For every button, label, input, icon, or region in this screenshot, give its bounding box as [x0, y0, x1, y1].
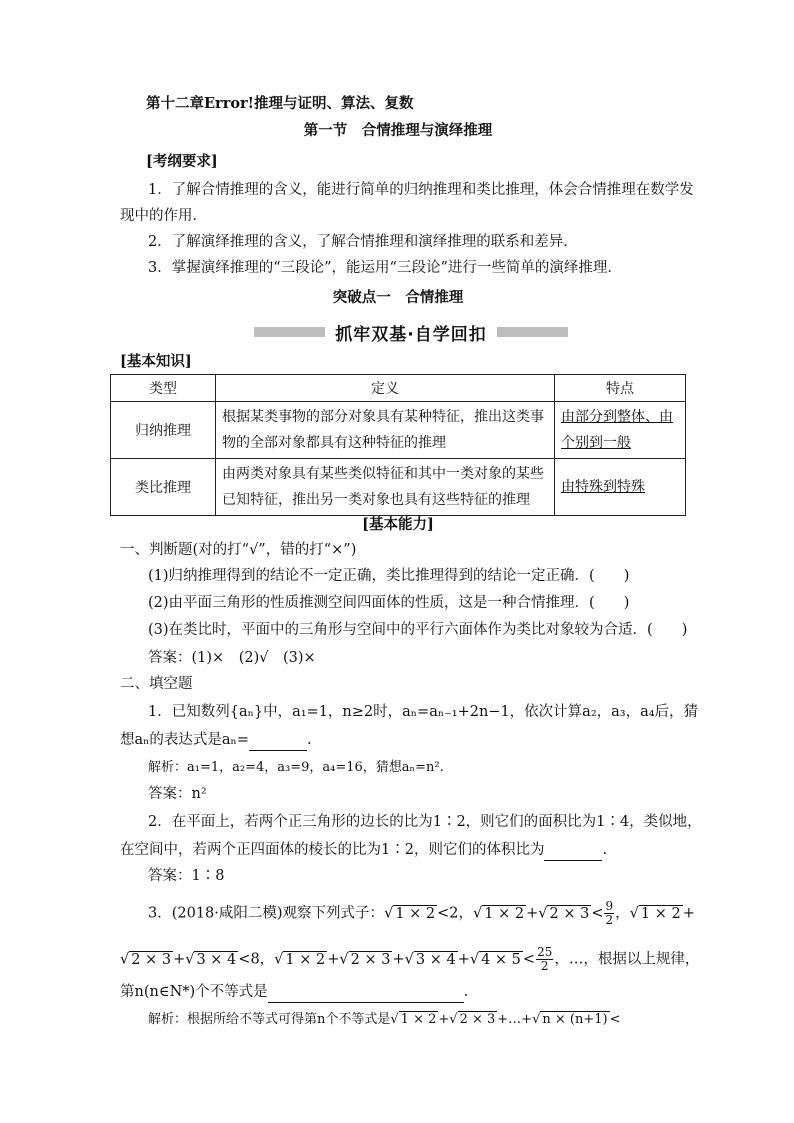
analysis-text: 解析：根据所给不等式可得第n个不等式是 — [148, 1012, 391, 1027]
exam-req-item-1a: 1．了解合情推理的含义，能进行简单的归纳推理和类比推理，体会合情推理在数学发 — [148, 182, 694, 198]
type-cell: 类比推理 — [111, 459, 216, 516]
judge-answer: 答案：(1)× (2)√ (3)× — [148, 650, 316, 666]
feature-text-b: 个别到一般 — [561, 435, 631, 451]
ellipsis-text: +…+ — [497, 1012, 533, 1027]
exam-requirements-heading: [考纲要求] — [146, 153, 218, 170]
reasoning-table — [110, 374, 686, 516]
basic-ability-heading: [基本能力] — [362, 516, 434, 533]
radicand: 1 × 2 — [640, 905, 681, 922]
fill-problem-1-line-2: 想aₙ的表达式是aₙ= . — [120, 730, 680, 751]
fill-problem-3-line-1: 3．(2018·咸阳二模)观察下列式子：√ 1 × 2 <2，√ 1 × 2 +√ 2 × 3 < $\frac{9}{2}$ ，√ 1 × 2 + — [148, 899, 695, 927]
banner-bar-left — [254, 327, 325, 337]
inequality-text: < — [522, 951, 536, 968]
exam-req-item-1b: 现中的作用． — [120, 208, 207, 224]
radicand: 1 × 2 — [395, 905, 436, 922]
table-header-type: 类型 — [111, 375, 216, 402]
chapter-title: 第十二章Error!推理与证明、算法、复数 — [146, 95, 414, 112]
inequality-text: <2， — [437, 905, 474, 922]
problem-2-answer: 答案：1∶8 — [148, 868, 225, 884]
radicand: 2 × 3 — [549, 905, 590, 922]
table-header-feature: 特点 — [555, 375, 686, 402]
fraction-numerator: 25 — [537, 945, 553, 959]
judge-heading: 一、判断题(对的打“√”，错的打“×”) — [120, 542, 357, 558]
problem-3-prefix: 3．(2018·咸阳二模)观察下列式子： — [148, 905, 385, 922]
exam-req-item-2: 2．了解演绎推理的含义，了解合情推理和演绎推理的联系和差异． — [148, 234, 578, 250]
radicand: 2 × 3 — [459, 1012, 496, 1027]
breakthrough-title: 突破点一 合情推理 — [332, 289, 464, 306]
feature-text-a: 由部分到整体、由 — [561, 409, 673, 425]
fill-problem-1-line-1: 1．已知数列{aₙ}中，a₁=1，n≥2时，aₙ=aₙ₋₁+2n−1，依次计算a₂，a₃，a₄后，猜 — [148, 704, 699, 720]
problem-2-text: 在空间中，若两个正四面体的棱长的比为1∶2，则它们的体积比为 — [120, 842, 545, 858]
fraction — [536, 946, 553, 973]
definition-cell: 由两类对象具有某些类似特征和其中一类对象的某些已知特征，推出另一类对象也具有这些特征的推理 — [216, 459, 555, 516]
banner-text: 抓牢双基·自学回扣 — [335, 324, 487, 345]
fraction-denominator: 2 — [540, 959, 549, 973]
answer-blank — [544, 840, 602, 861]
type-cell: 归纳推理 — [111, 402, 216, 459]
radicand: 1 × 2 — [400, 1012, 437, 1027]
radicand: 4 × 5 — [481, 951, 521, 968]
basic-knowledge-heading: [基本知识] — [120, 353, 192, 370]
feature-text: 由特殊到特殊 — [561, 479, 645, 495]
fill-problem-2-line-1: 2．在平面上，若两个正三角形的边长的比为1∶2，则它们的面积比为1∶4，类似地， — [148, 814, 702, 830]
fill-heading: 二、填空题 — [120, 676, 193, 692]
fill-problem-3-line-3: 第n(n∈N*)个不等式是 . — [120, 982, 680, 1003]
problem-3-line-3-text: 第n(n∈N*)个不等式是 — [120, 984, 268, 1000]
feature-cell — [555, 402, 686, 459]
answer-blank — [249, 730, 307, 751]
section-title: 第一节 合情推理与演绎推理 — [303, 122, 493, 139]
judge-question-1: (1)归纳推理得到的结论不一定正确，类比推理得到的结论一定正确．( ) — [148, 568, 630, 584]
problem-1-answer: 答案：n² — [148, 786, 207, 802]
radicand: 2 × 3 — [131, 951, 172, 968]
feature-cell — [555, 459, 686, 516]
problem-3-tail: ，…，根据以上规律， — [554, 951, 700, 968]
radicand: 1 × 2 — [285, 951, 326, 968]
table-header-definition: 定义 — [216, 375, 555, 402]
problem-1-text: 想aₙ的表达式是aₙ= — [120, 732, 249, 748]
inequality-text: < — [591, 905, 604, 922]
radicand: 3 × 4 — [415, 951, 456, 968]
inequality-text: <8， — [238, 951, 275, 968]
fraction-numerator: 9 — [605, 899, 614, 913]
table-header-row — [111, 375, 686, 402]
judge-question-3: (3)在类比时，平面中的三角形与空间中的平行六面体作为类比对象较为合适．( ) — [148, 622, 688, 638]
section-banner — [254, 320, 568, 344]
definition-cell: 根据某类事物的部分对象具有某种特征，推出这类事物的全部对象都具有这种特征的推理 — [216, 402, 555, 459]
radicand: 1 × 2 — [484, 905, 525, 922]
fraction-denominator: 2 — [605, 913, 614, 927]
inequality-text: < — [609, 1012, 621, 1027]
fraction — [604, 900, 614, 927]
fill-problem-3-line-2: √ 2 × 3 +√ 3 × 4 <8，√ 1 × 2 +√ 2 × 3 +√ 3 × 4 +√ 4 × 5 < $\frac{25}{2}$ ，…，根据以上规律， — [120, 945, 700, 973]
radicand: n × (n+1) — [542, 1012, 608, 1027]
table-row — [111, 459, 686, 516]
radicand: 2 × 3 — [350, 951, 391, 968]
exam-req-item-3: 3．掌握演绎推理的“三段论”，能运用“三段论”进行一些简单的演绎推理． — [148, 260, 622, 276]
banner-bar-right — [497, 327, 568, 337]
problem-3-analysis: 解析：根据所给不等式可得第n个不等式是√ 1 × 2 +√ 2 × 3 +…+√ n × (n+1) < — [148, 1012, 621, 1027]
radicand: 3 × 4 — [196, 951, 237, 968]
judge-question-2: (2)由平面三角形的性质推测空间四面体的性质，这是一种合情推理．( ) — [148, 595, 630, 611]
answer-blank — [268, 982, 464, 1003]
fill-problem-2-line-2: 在空间中，若两个正四面体的棱长的比为1∶2，则它们的体积比为 . — [120, 840, 680, 861]
problem-1-analysis: 解析：a₁=1，a₂=4，a₃=9，a₄=16，猜想aₙ=n². — [148, 760, 444, 775]
table-row — [111, 402, 686, 459]
